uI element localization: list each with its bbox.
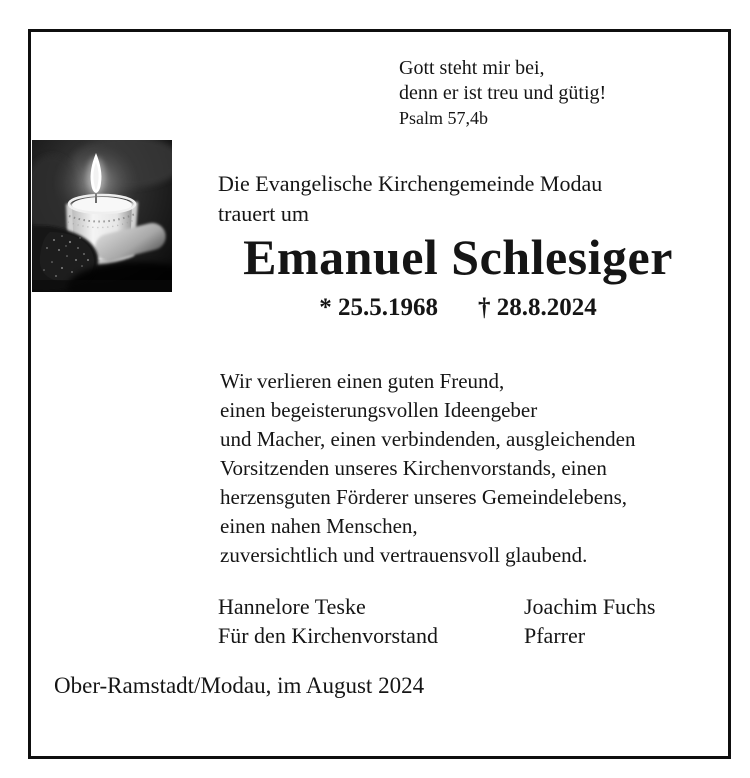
deceased-name: Emanuel Schlesiger xyxy=(243,229,673,285)
birth-date: * 25.5.1968 xyxy=(319,294,438,321)
signature-role: Pfarrer xyxy=(524,623,586,648)
verse-line-2: denn er ist treu und gütig! xyxy=(399,82,607,104)
bible-verse-block xyxy=(399,56,606,131)
tribute-line: Wir verlieren einen guten Freund, xyxy=(220,369,505,393)
signature-role: Für den Kirchenvorstand xyxy=(218,623,438,648)
verse-line-1: Gott steht mir bei, xyxy=(399,57,545,79)
tribute-line: einen begeisterungsvollen Ideengeber xyxy=(220,398,538,422)
signature-kirchenvorstand xyxy=(218,592,438,650)
tribute-line: Vorsitzenden unseres Kirchenvorstands, einen xyxy=(220,456,607,480)
signature-name: Hannelore Teske xyxy=(218,594,366,619)
signature-pfarrer xyxy=(524,592,655,650)
tribute-text xyxy=(220,367,636,570)
verse-source: Psalm 57,4b xyxy=(399,108,489,128)
life-dates xyxy=(208,294,708,322)
tribute-line: zuversichtlich und vertrauensvoll glaubend. xyxy=(220,543,588,567)
signature-name: Joachim Fuchs xyxy=(524,594,656,619)
death-date: † 28.8.2024 xyxy=(478,294,597,321)
intro-line-2: trauert um xyxy=(218,201,310,226)
place-and-date: Ober-Ramstadt/Modau, im August 2024 xyxy=(54,673,425,698)
tribute-line: herzensguten Förderer unseres Gemeindelebens, xyxy=(220,485,628,509)
memorial-candle-photo xyxy=(32,140,172,292)
intro-block xyxy=(218,169,602,229)
tribute-line: und Macher, einen verbindenden, ausgleichenden xyxy=(220,427,636,451)
intro-line-1: Die Evangelische Kirchengemeinde Modau xyxy=(218,171,603,196)
tribute-line: einen nahen Menschen, xyxy=(220,514,418,538)
